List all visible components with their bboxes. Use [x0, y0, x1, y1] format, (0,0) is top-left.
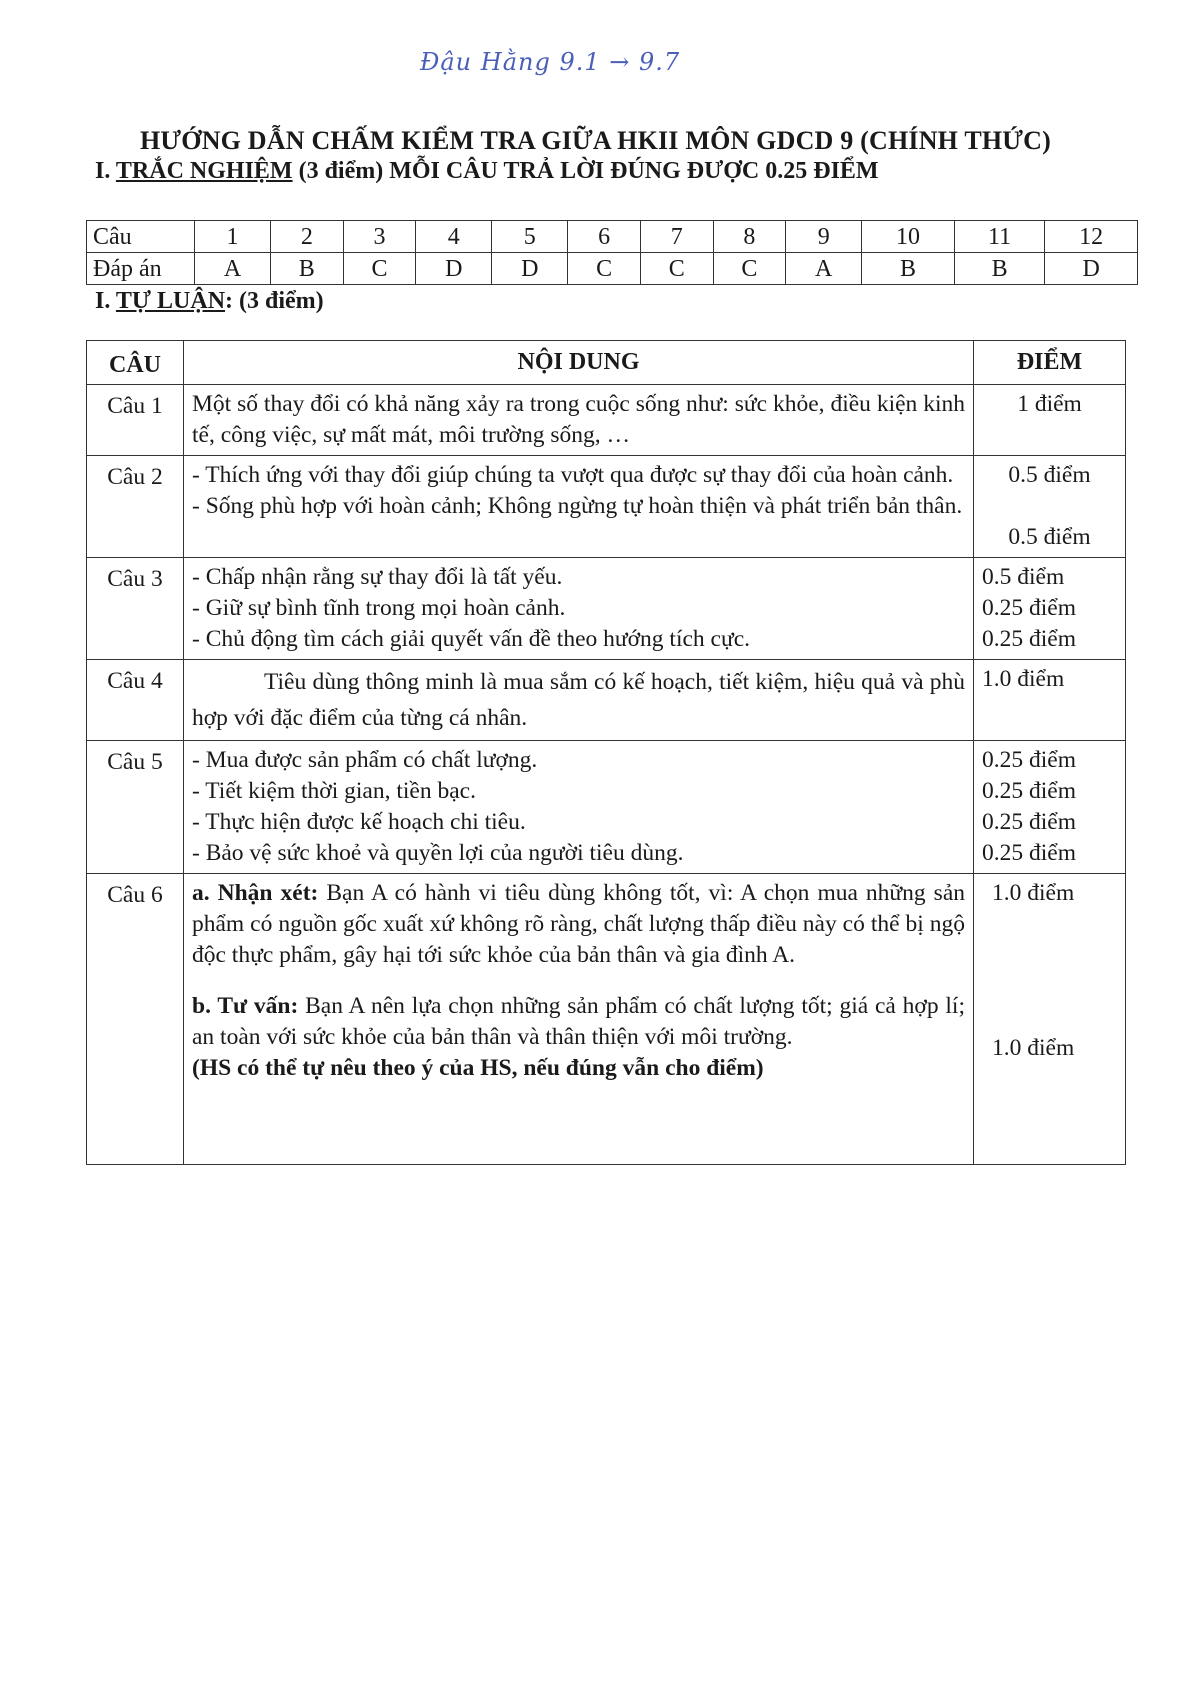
answer-content [184, 741, 974, 874]
answer-letter: D [416, 253, 492, 285]
answer-letter: B [270, 253, 343, 285]
answer-content [184, 558, 974, 660]
content-paragraph-b [192, 991, 965, 1053]
answer-letter: A [195, 253, 271, 285]
score-value: 0.25 điểm [982, 747, 1076, 773]
answer-letter: B [862, 253, 955, 285]
answer-letter: C [568, 253, 641, 285]
score-value: 0.5 điểm [982, 564, 1065, 590]
table-row [87, 456, 1126, 558]
answer-content [184, 456, 974, 558]
score-cell [974, 741, 1126, 874]
question-label: Câu 5 [87, 741, 184, 874]
question-label: Câu 6 [87, 874, 184, 1165]
paragraph-text: Bạn A có hành vi tiêu dùng không tốt, vì: A chọn mua những sản phẩm có nguồn gốc xuất xứ không rõ ràng, chất lượng thấp điều này có thể bị ngộ độc thực phẩm, gây hại tới sức khỏe của bản thân và gia đình A. [192, 880, 965, 968]
table-row [87, 874, 1126, 1165]
answer-letter: D [1045, 253, 1138, 285]
score-spacer [982, 909, 1117, 1033]
section-multiple-choice-heading [95, 158, 879, 185]
score-value: 1.0 điểm [982, 666, 1065, 692]
question-label: Câu 4 [87, 660, 184, 741]
question-number: 8 [713, 221, 786, 253]
paragraph-text: Bạn A nên lựa chọn những sản phẩm có chất lượng tốt; giá cả hợp lí; an toàn với sức khỏe của bản thân và thân thiện với môi trường. [192, 993, 965, 1050]
score-value: 0.5 điểm [1008, 462, 1091, 488]
question-number: 9 [786, 221, 862, 253]
score-cell [974, 660, 1126, 741]
answer-letter: B [954, 253, 1044, 285]
score-value: 1.0 điểm [992, 880, 1075, 906]
question-label: Câu 1 [87, 385, 184, 456]
answer-content [184, 385, 974, 456]
header-score: ĐIỂM [974, 341, 1126, 385]
paragraph-gap [192, 971, 965, 991]
score-value: 0.5 điểm [1008, 524, 1091, 550]
content-line: - Bảo vệ sức khoẻ và quyền lợi của người tiêu dùng. [192, 840, 684, 866]
header-question: CÂU [87, 341, 184, 385]
content-paragraph-a [192, 878, 965, 971]
table-header-row [87, 341, 1126, 385]
row-label: Câu [87, 221, 195, 253]
content-line: - Chủ động tìm cách giải quyết vấn đề theo hướng tích cực. [192, 626, 751, 652]
page-title: HƯỚNG DẪN CHẤM KIỂM TRA GIỮA HKII MÔN GDCD 9 (CHÍNH THỨC) [139, 126, 1052, 155]
score-cell [974, 456, 1126, 558]
paragraph-label: a. Nhận xét: [192, 880, 319, 906]
question-label: Câu 2 [87, 456, 184, 558]
question-number: 7 [640, 221, 713, 253]
answer-table-answer-row [87, 253, 1138, 285]
section-heading-rest: : (3 điểm) [225, 288, 324, 314]
question-number: 3 [343, 221, 416, 253]
section-heading-underlined: TỰ LUẬN [115, 288, 226, 314]
question-number: 2 [270, 221, 343, 253]
table-row [87, 660, 1126, 741]
content-line: - Thích ứng với thay đổi giúp chúng ta vượt qua được sự thay đổi của hoàn cảnh. [192, 462, 954, 488]
content-line: - Chấp nhận rằng sự thay đổi là tất yếu. [192, 564, 563, 590]
score-value: 1 điểm [1017, 391, 1082, 417]
score-value: 0.25 điểm [982, 595, 1076, 621]
question-number: 12 [1045, 221, 1138, 253]
answer-letter: D [492, 253, 568, 285]
answer-content [184, 874, 974, 1165]
answer-letter: C [640, 253, 713, 285]
score-spacer [982, 491, 1117, 522]
score-value: 0.25 điểm [982, 809, 1076, 835]
question-number: 10 [862, 221, 955, 253]
answer-key-table [86, 220, 1138, 285]
grading-note: (HS có thể tự nêu theo ý của HS, nếu đúng vẫn cho điểm) [192, 1055, 764, 1081]
content-line: - Tiết kiệm thời gian, tiền bạc. [192, 778, 476, 804]
section-heading-underlined: TRẮC NGHIỆM [115, 158, 293, 184]
section-prefix: I. [95, 288, 116, 314]
header-content: NỘI DUNG [184, 341, 974, 385]
row-label: Đáp án [87, 253, 195, 285]
score-cell [974, 558, 1126, 660]
section-heading-rest: (3 điểm) MỖI CÂU TRẢ LỜI ĐÚNG ĐƯỢC 0.25 ĐIỂM [292, 158, 879, 184]
content-line: - Sống phù hợp với hoàn cảnh; Không ngừng tự hoàn thiện và phát triển bản thân. [192, 493, 963, 519]
score-cell [974, 385, 1126, 456]
answer-letter: A [786, 253, 862, 285]
paragraph-label: b. Tư vấn: [192, 993, 299, 1019]
essay-grading-table [86, 340, 1126, 1165]
question-number: 5 [492, 221, 568, 253]
section-essay-heading [95, 288, 324, 315]
score-value: 0.25 điểm [982, 840, 1076, 866]
answer-letter: C [343, 253, 416, 285]
question-number: 4 [416, 221, 492, 253]
score-cell [974, 874, 1126, 1165]
question-number: 11 [954, 221, 1044, 253]
content-line: - Thực hiện được kế hoạch chi tiêu. [192, 809, 526, 835]
question-number: 1 [195, 221, 271, 253]
handwritten-note: Đậu Hằng 9.1 → 9.7 [420, 48, 681, 76]
answer-content [184, 660, 974, 741]
answer-letter: C [713, 253, 786, 285]
score-value: 1.0 điểm [992, 1035, 1075, 1061]
content-line: - Mua được sản phẩm có chất lượng. [192, 747, 538, 773]
content-line: Tiêu dùng thông minh là mua sắm có kế hoạch, tiết kiệm, hiệu quả và phù hợp với đặc điểm của từng cá nhân. [192, 669, 965, 731]
table-row [87, 741, 1126, 874]
answer-table-question-row [87, 221, 1138, 253]
content-line: - Giữ sự bình tĩnh trong mọi hoàn cảnh. [192, 595, 566, 621]
question-label: Câu 3 [87, 558, 184, 660]
content-line: Một số thay đổi có khả năng xảy ra trong cuộc sống như: sức khỏe, điều kiện kinh tế, công việc, sự mất mát, môi trường sống, … [192, 391, 965, 448]
table-row [87, 558, 1126, 660]
score-value: 0.25 điểm [982, 778, 1076, 804]
section-prefix: I. [95, 158, 116, 184]
score-value: 0.25 điểm [982, 626, 1076, 652]
question-number: 6 [568, 221, 641, 253]
table-row [87, 385, 1126, 456]
